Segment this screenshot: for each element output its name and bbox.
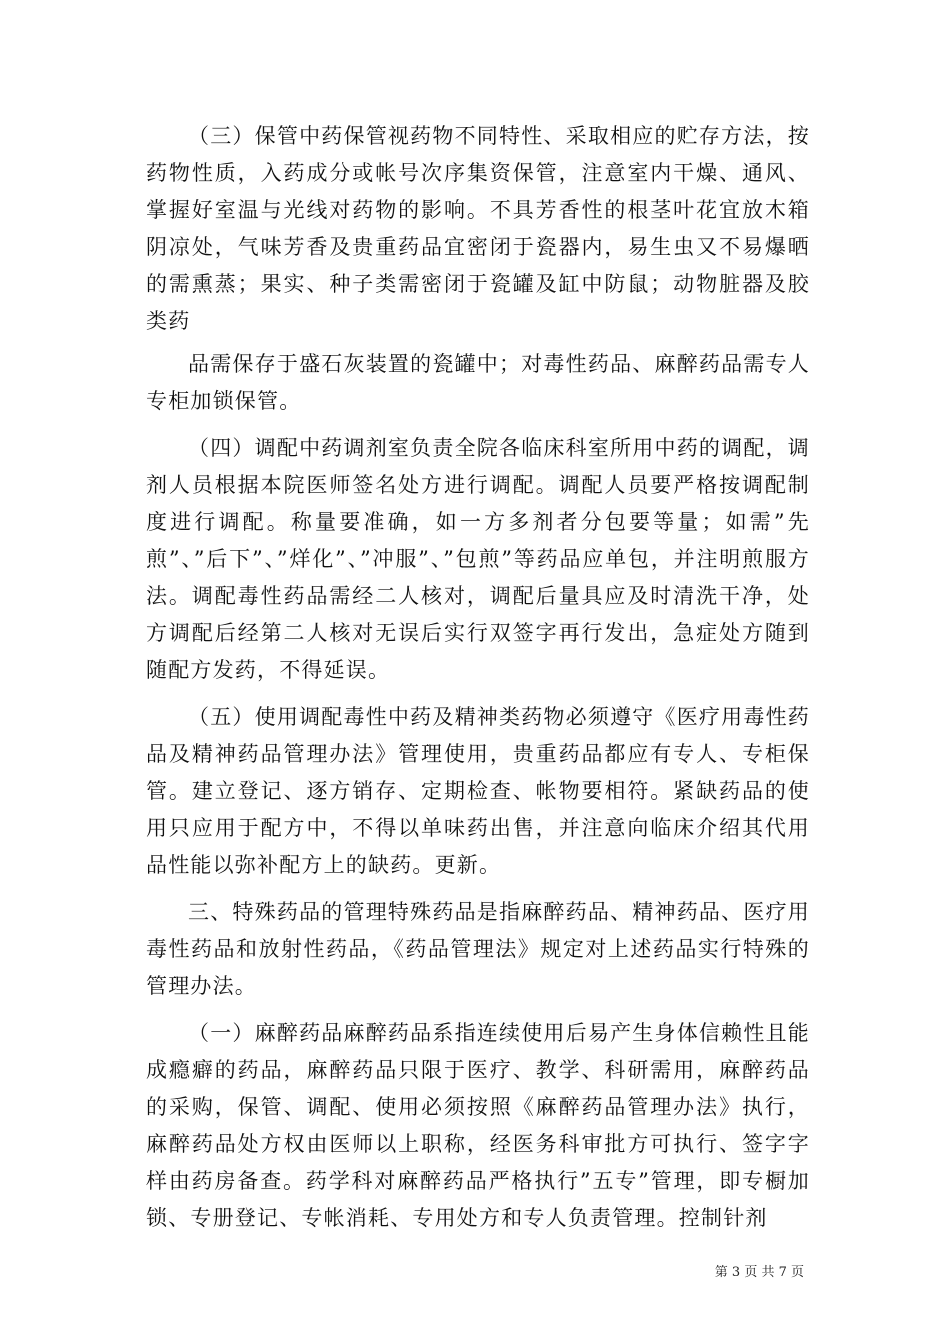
paragraph-narcotics: （一）麻醉药品麻醉药品系指连续使用后易产生身体信赖性且能成瘾癖的药品，麻醉药品只限于医疗、教学、科研需用，麻醉药品的采购，保管、调配、使用必须按照《麻醉药品管理办法》执行，麻醉药品处方权由医师以上职称，经医务科审批方可执行、签字字样由药房备查。药学科对麻醉药品严格执行”五专”管理，即专橱加锁、专册登记、专帐消耗、专用处方和专人负责管理。控制针剂 — [146, 1021, 810, 1230]
page-number: 第 3 页 共 7 页 — [714, 1265, 804, 1280]
paragraph-storage: （三）保管中药保管视药物不同特性、采取相应的贮存方法，按药物性质，入药成分或帐号次序集资保管，注意室内干燥、通风、掌握好室温与光线对药物的影响。不具芳香性的根茎叶花宜放木箱阴凉处，气味芳香及贵重药品宜密闭于瓷器内，易生虫又不易爆晒的需熏蒸；果实、种子类需密闭于瓷罐及缸中防鼠；动物脏器及胶类药 — [146, 124, 810, 333]
paragraph-storage-continued: 品需保存于盛石灰装置的瓷罐中；对毒性药品、麻醉药品需专人专柜加锁保管。 — [146, 352, 810, 413]
paragraph-special-drugs: 三、特殊药品的管理特殊药品是指麻醉药品、精神药品、医疗用毒性药品和放射性药品，《药品管理法》规定对上述药品实行特殊的管理办法。 — [146, 900, 810, 998]
paragraph-dispensing: （四）调配中药调剂室负责全院各临床科室所用中药的调配，调剂人员根据本院医师签名处方进行调配。调配人员要严格按调配制度进行调配。称量要准确，如一方多剂者分包要等量；如需”先煎”、”后下”、”烊化”、”冲服”、”包煎”等药品应单包，并注明煎服方法。调配毒性药品需经二人核对，调配后量具应及时清洗干净，处方调配后经第二人核对无误后实行双签字再行发出，急症处方随到随配方发药，不得延误。 — [146, 436, 810, 682]
document-body — [146, 118, 810, 1247]
paragraph-usage: （五）使用调配毒性中药及精神类药物必须遵守《医疗用毒性药品及精神药品管理办法》管理使用，贵重药品都应有专人、专柜保管。建立登记、逐方销存、定期检查、帐物要相符。紧缺药品的使用只应用于配方中，不得以单味药出售，并注意向临床介绍其代用品性能以弥补配方上的缺药。更新。 — [146, 705, 810, 877]
